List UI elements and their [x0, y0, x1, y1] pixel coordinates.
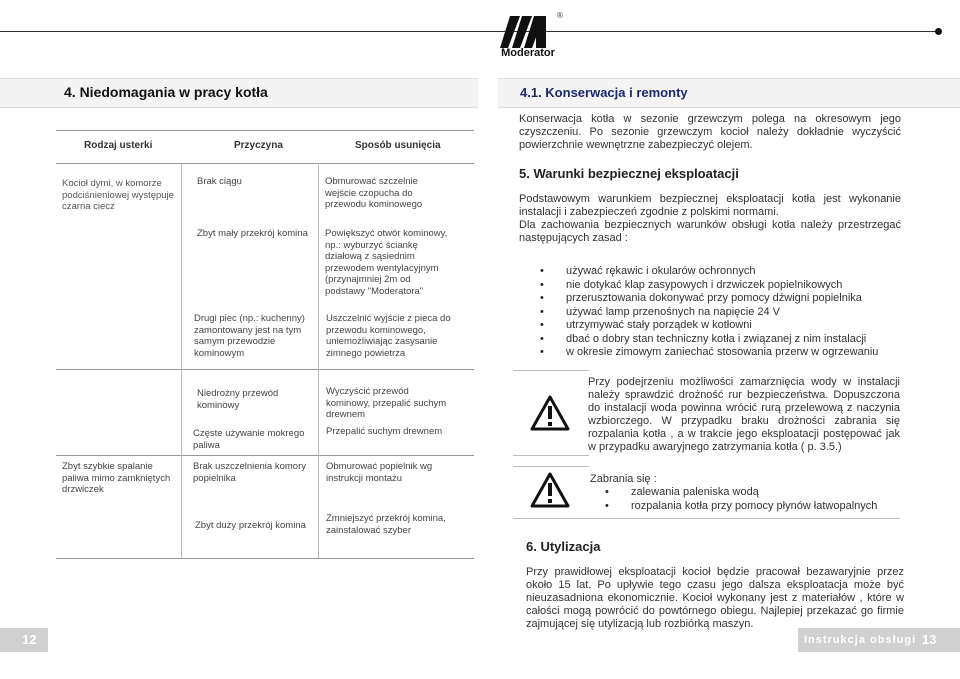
cause-cell: Brak uszczelnienia komory popielnika — [193, 461, 306, 484]
table-row-divider — [56, 455, 474, 456]
cause-cell: Brak ciągu — [197, 176, 242, 187]
solution-cell: Przepalić suchym drewnem — [326, 426, 443, 437]
prohibited-list — [605, 486, 905, 513]
table-column-divider — [318, 163, 319, 558]
col-header-solution: Sposób usunięcia — [355, 140, 441, 151]
solution-cell: Wyczyścić przewód kominowy, przepalić suchym drewnem — [326, 386, 447, 420]
maintenance-paragraph: Konserwacja kotła w sezonie grzewczym polega na okresowym jego czyszczeniu. Po sezonie grzewczym kocioł należy dokładnie wyczyścić powierzchnie wewnętrzne zabezpieczyć olejem. — [519, 113, 901, 151]
maintenance-heading-text: 4.1. Konserwacja i remonty — [520, 85, 688, 100]
faults-heading-text: 4. Niedomagania w pracy kotła — [64, 84, 268, 100]
footer-right — [798, 628, 960, 652]
safety-heading: 5. Warunki bezpiecznej eksploatacji — [519, 166, 739, 181]
top-rule — [0, 31, 938, 32]
list-item: • rozpalania kotła przy pomocy płynów łatwopalnych — [605, 500, 905, 514]
warning-box-rule — [513, 370, 589, 371]
table-top-rule — [56, 130, 474, 131]
list-item: • używać lamp przenośnych na napięcie 24 V — [540, 306, 900, 320]
cause-cell: Zbyt duży przekrój komina — [195, 520, 306, 531]
list-item: • w okresie zimowym zaniechać stosowania przerw w ogrzewaniu — [540, 346, 900, 360]
prohibited-title: Zabrania się : — [590, 473, 657, 485]
warning-box-rule — [513, 455, 589, 456]
disposal-heading: 6. Utylizacja — [526, 539, 601, 554]
warning-triangle-icon — [530, 395, 570, 431]
list-item: • utrzymywać stały porządek w kotłowni — [540, 319, 900, 333]
solution-cell: Powiększyć otwór kominowy, np.: wyburzyć ściankę działową z sąsiednim przewodem wentylacyjnym (przynajmniej 2m od podstawy "Moderatora" — [325, 228, 448, 297]
table-header-rule — [56, 163, 474, 164]
table-column-divider — [181, 163, 182, 558]
solution-cell: Zmniejszyć przekrój komina, zainstalować szyber — [326, 513, 446, 536]
page-number-12: 12 — [22, 632, 37, 647]
warning-triangle-icon — [530, 472, 570, 508]
footer-label: Instrukcja obsługi — [804, 634, 917, 646]
table-row-divider — [56, 369, 474, 370]
cause-cell: Częste używanie mokrego paliwa — [193, 428, 305, 451]
warning-box-rule — [513, 518, 589, 519]
safety-paragraph-1: Podstawowym warunkiem bezpiecznej eksploatacji kotła jest wykonanie instalacji i zabezpieczeń zgodnie z polskimi normami. — [519, 193, 901, 218]
disposal-paragraph: Przy prawidłowej eksploatacji kocioł będzie pracował bezawaryjnie przez około 15 lat. Po upływie tego czasu jego dalsza eksploatacja może być nieuzasadniona ekonomicznie. Kocioł wykonany jest z materiałów , które w całości mogą powrócić do powtórnego obiegu. Najlepiej przekazać go firmie zajmującej się utylizacją lub rozbiórką maszyn. — [526, 566, 904, 630]
brand-name: Moderator — [501, 47, 555, 59]
list-item: • dbać o dobry stan techniczny kotła i związanej z nim instalacji — [540, 333, 900, 347]
cause-cell: Drugi piec (np.: kuchenny) zamontowany jest na tym samym przewodzie kominowym — [194, 313, 305, 359]
fault-smoke: Kocioł dymi, w komorze podciśnieniowej występuje czarna ciecz — [62, 178, 174, 212]
table-bottom-rule — [56, 558, 474, 559]
col-header-fault: Rodzaj usterki — [84, 140, 153, 151]
page-number-left — [0, 628, 48, 652]
col-header-cause: Przyczyna — [234, 140, 283, 151]
top-rule-dot — [935, 28, 942, 35]
solution-cell: Uszczelnić wyjście z pieca do przewodu kominowego, uniemożliwiając zasysanie zimnego powietrza — [326, 313, 451, 359]
cause-cell: Niedrożny przewód kominowy — [197, 388, 279, 411]
safety-rules-list — [540, 265, 900, 360]
list-item: • zalewania paleniska wodą — [605, 486, 905, 500]
page-number-13: 13 — [922, 632, 937, 647]
solution-cell: Obmurować popielnik wg instrukcji montażu — [326, 461, 433, 484]
warning-box-rule — [588, 518, 900, 519]
cause-cell: Zbyt mały przekrój komina — [197, 228, 308, 239]
list-item: • przerusztowania dokonywać przy pomocy dźwigni popielnika — [540, 292, 900, 306]
warning-box-rule — [513, 466, 589, 467]
list-item: • nie dotykać klap zasypowych i drzwiczek popielnikowych — [540, 279, 900, 293]
registered-mark: ® — [557, 11, 563, 20]
warning-frost-paragraph: Przy podejrzeniu możliwości zamarznięcia wody w instalacji należy sprawdzić drożność rur bezpieczeństwa. Dopuszczona do instalacji woda powinna wrócić rurą przelewową z naczynia wzbiorczego. W przypadku braku drożności zabrania się rozpalania kotła , a w trakcie jego eksploatacji postępować jak w przypadku awaryjnego zatrzymania kotła ( p. 3.5.) — [588, 376, 900, 453]
safety-paragraph-2: Dla zachowania bezpiecznych warunków obsługi kotła należy przestrzegać następujących zasad : — [519, 219, 901, 244]
list-item: • używać rękawic i okularów ochronnych — [540, 265, 900, 279]
section-heading-faults — [0, 78, 478, 108]
solution-cell: Obmurować szczelnie wejście czopucha do przewodu kominowego — [325, 176, 423, 210]
section-heading-maintenance — [498, 78, 960, 108]
fault-fast-burn: Zbyt szybkie spalanie paliwa mimo zamkniętych drzwiczek — [62, 461, 171, 495]
